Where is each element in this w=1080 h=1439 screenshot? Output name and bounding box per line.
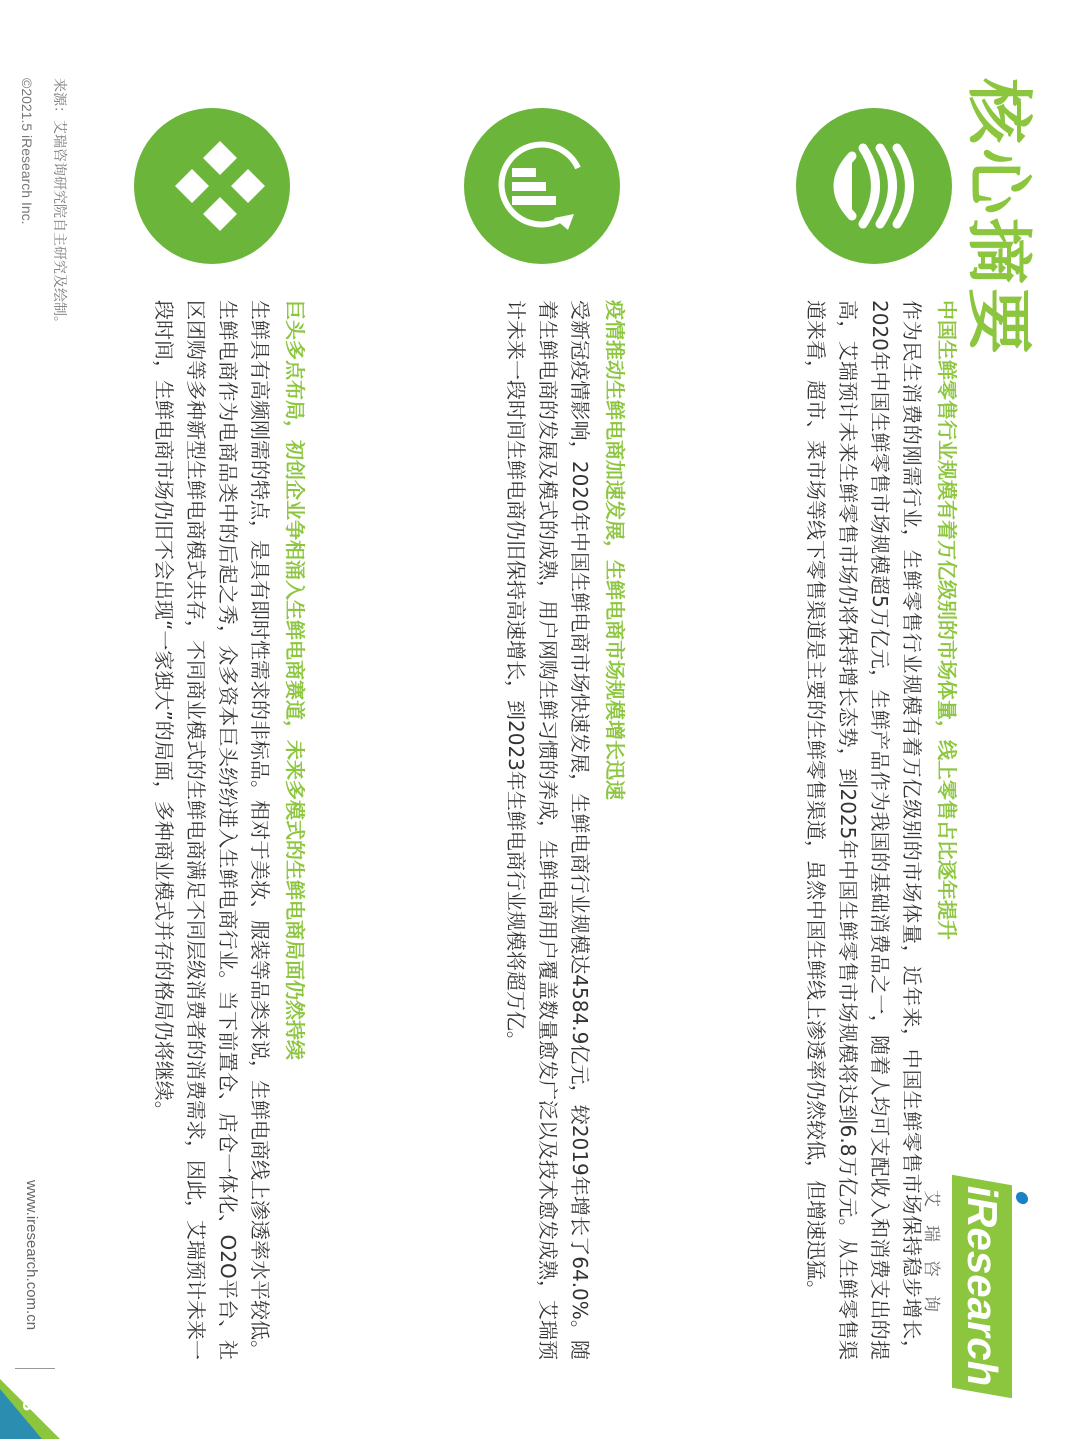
section-body: 受新冠疫情影响，2020年中国生鲜电商市场快速发展，生鲜电商行业规模达4584.9亿元，较2019年增长了64.0%。随着生鲜电商的发展及模式的成熟，用户网购生鲜习惯的养成，生鲜电商用户覆盖数量愈发广泛以及技术愈发成熟，艾瑞预计未来一段时间生鲜电商仍旧保持高速增长，到2023年生鲜电商行业规模将超万亿。 <box>504 300 592 1360</box>
layers-icon <box>796 108 952 264</box>
section-body: 生鲜具有高频刚需的特点，是具有即时性需求的非标品。相对于美妆、服装等品类来说，生鲜电商线上渗透率水平较低。生鲜电商作为电商品类中的后起之秀，众多资本巨头纷纷进入生鲜电商行业。当下前置仓、店仓一体化、O2O平台、社区团购等多种新型生鲜电商模式共存，不同商业模式的生鲜电商满足不同层级消费者的消费需求，因此，艾瑞预计未来一段时间，生鲜电商市场仍旧不会出现“一家独大”的局面，多种商业模式并存的格局仍将继续。 <box>152 300 272 1360</box>
footer-divider <box>15 1368 55 1369</box>
growth-chart-icon <box>464 108 620 264</box>
logo-dot-icon <box>1016 1191 1028 1205</box>
website-link[interactable]: www.iresearch.com.cn <box>23 1180 40 1331</box>
section-market-scale <box>800 300 962 1360</box>
diamond-grid-icon <box>134 108 290 264</box>
copyright: ©2021.5 iResearch Inc. <box>19 78 35 225</box>
section-heading: 疫情推动生鲜电商加速发展，生鲜电商市场规模增长迅速 <box>603 300 627 800</box>
section-heading: 中国生鲜零售行业规模有着万亿级别的市场体量，线上零售占比逐年提升 <box>935 300 959 940</box>
page-title: 核心摘要 <box>960 78 1037 358</box>
section-epidemic-growth <box>500 300 630 1360</box>
section-competition <box>148 300 310 1360</box>
section-body: 作为民生消费的刚需行业，生鲜零售行业规模有着万亿级别的市场体量，近年来，中国生鲜零售市场保持稳步增长，2020年中国生鲜零售市场规模超5万亿元，生鲜产品作为我国的基础消费品之一，随着人均可支配收入和消费支出的提高，艾瑞预计未来生鲜零售市场仍将保持增长态势，到2025年中国生鲜零售市场规模将达到6.8万亿元。从生鲜零售渠道来看，超市、菜市场等线下零售渠道是主要的生鲜零售渠道，虽然中国生鲜线上渗透率仍然较低，但增速迅猛。 <box>804 300 924 1360</box>
logo-wordmark: iResearch <box>952 1175 1012 1398</box>
logo-subtitle: 艾瑞咨询 <box>921 1190 941 1330</box>
source-note: 来源：艾瑞咨询研究院自主研究及绘制。 <box>52 78 68 330</box>
page-number: 3 <box>18 1400 40 1412</box>
section-heading: 巨头多点布局，初创企业争相涌入生鲜电商赛道，未来多模式的生鲜电商局面仍然持续 <box>283 300 307 1060</box>
